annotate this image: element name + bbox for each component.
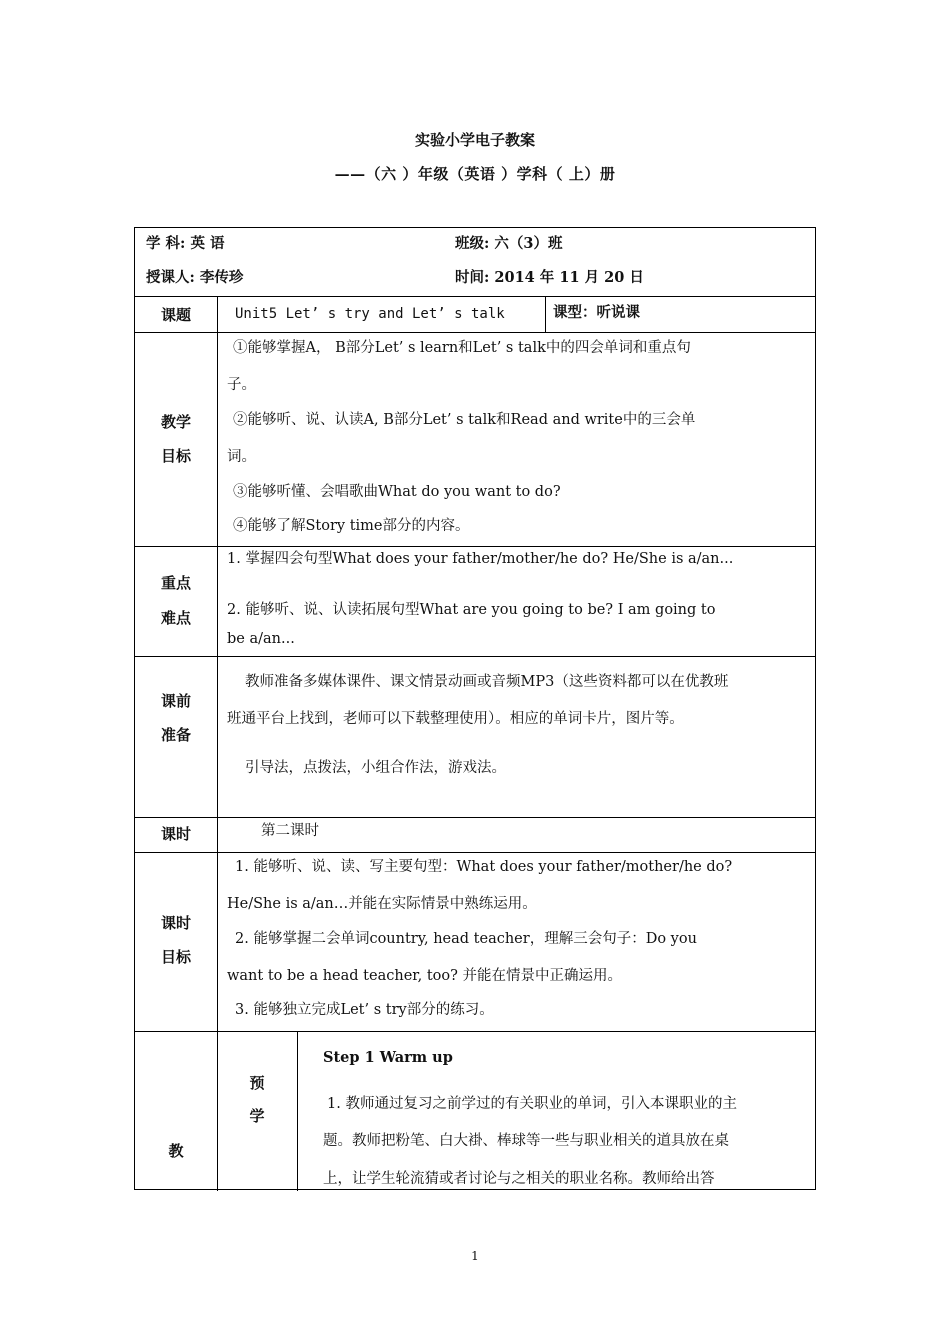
prestudy-label-2: 学 [249,1107,265,1125]
period-goals-label-2: 目标 [160,948,191,966]
document-title: 实验小学电子教案 [414,131,535,149]
keypoint-line: be a/an... [227,631,295,647]
document-subtitle: ——（六 ）年级（英语 ）学科（ 上）册 [334,165,616,183]
time-field: 时间: 2014 年 11 月 20 日 [455,269,644,286]
column-divider [545,296,546,332]
prep-label-1: 课前 [160,692,191,710]
goal-line: 子。 [227,377,256,393]
goal-line: ④能够了解Story time部分的内容。 [233,518,470,534]
keypoint-line: 1. 掌握四会句型What does your father/mother/he do? He/She is a/an... [227,551,734,567]
topic-value: Unit5 Let’ s try and Let’ s talk [235,306,505,322]
row-divider [135,332,815,333]
row-divider [135,852,815,853]
row-divider [135,546,815,547]
row-divider [135,1031,815,1032]
process-line: 1. 教师通过复习之前学过的有关职业的单词，引入本课职业的主 [327,1096,737,1112]
process-line: 上，让学生轮流猜或者讨论与之相关的职业名称。教师给出答 [323,1171,715,1187]
goals-label-1: 教学 [160,413,191,431]
prep-line: 班通平台上找到，老师可以下载整理使用）。相应的单词卡片，图片等。 [227,711,684,727]
prep-line: 引导法，点拨法，小组合作法，游戏法。 [245,760,506,776]
goals-label-2: 目标 [160,447,191,465]
goal-line: ③能够听懂、会唱歌曲What do you want to do? [233,484,561,500]
column-divider [297,1031,298,1191]
period-goal-line: 3. 能够独立完成Let’ s try部分的练习。 [235,1002,494,1018]
teacher-field: 授课人: 李传珍 [146,269,244,286]
class-field: 班级: 六（3）班 [455,235,563,252]
row-divider [135,296,815,297]
topic-label: 课题 [160,306,191,324]
row-divider [135,817,815,818]
period-value: 第二课时 [261,823,319,839]
keypoints-label-1: 重点 [160,574,191,592]
period-goal-line: He/She is a/an…并能在实际情景中熟练运用。 [227,896,537,912]
prep-line: 教师准备多媒体课件、课文情景动画或音频MP3（这些资料都可以在优教班 [245,674,729,690]
lesson-plan-table [134,227,816,1190]
keypoints-label-2: 难点 [160,609,191,627]
process-label: 教 [168,1142,184,1160]
subject-field: 学 科: 英 语 [146,235,225,252]
period-goal-line: 1. 能够听、说、读、写主要句型：What does your father/mother/he do? [235,859,733,875]
lesson-type: 课型：听说课 [553,304,640,321]
prestudy-label-1: 预 [249,1074,265,1092]
goal-line: ②能够听、说、认读A, B部分Let’ s talk和Read and write中的三会单 [233,412,696,428]
page-number: 1 [471,1249,479,1263]
step-title: Step 1 Warm up [323,1049,453,1066]
period-goals-label-1: 课时 [160,914,191,932]
period-goal-line: want to be a head teacher, too? 并能在情景中正确运用。 [227,968,622,984]
goal-line: 词。 [227,449,256,465]
column-divider [217,296,218,1191]
goal-line: ①能够掌握A， B部分Let’ s learn和Let’ s talk中的四会单词和重点句 [233,340,691,356]
row-divider [135,656,815,657]
process-line: 题。教师把粉笔、白大褂、棒球等一些与职业相关的道具放在桌 [323,1133,729,1149]
period-label: 课时 [160,825,191,843]
period-goal-line: 2. 能够掌握二会单词country, head teacher，理解三会句子：Do you [235,931,697,947]
keypoint-line: 2. 能够听、说、认读拓展句型What are you going to be? I am going to [227,602,716,618]
prep-label-2: 准备 [160,726,191,744]
